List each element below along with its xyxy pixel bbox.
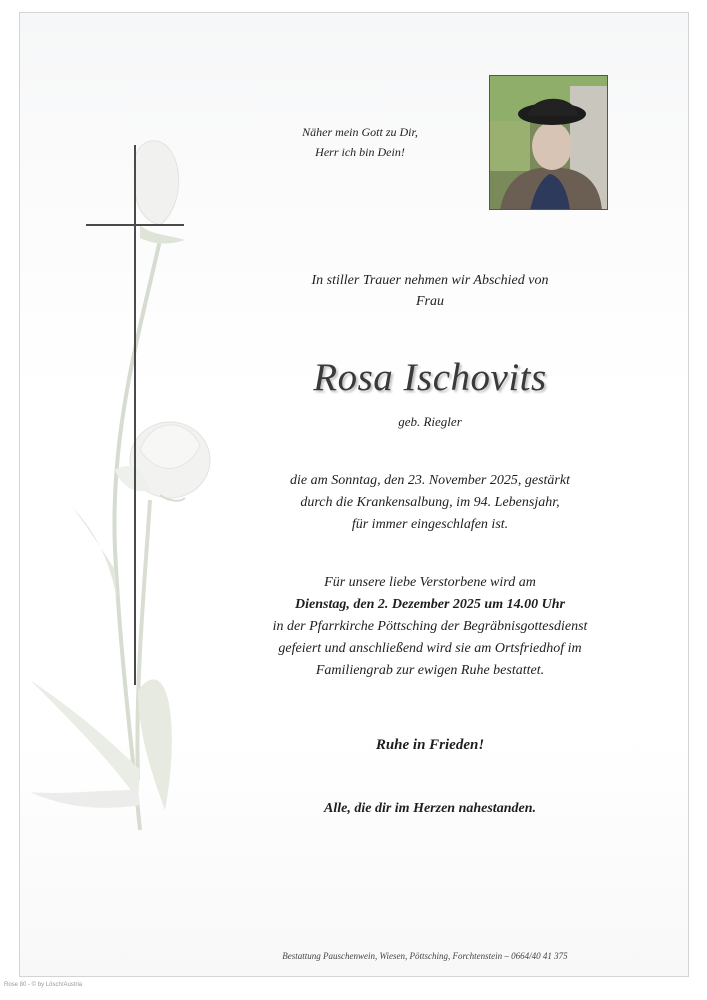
intro-line-1: In stiller Trauer nehmen wir Abschied von	[311, 273, 549, 288]
portrait-photo	[489, 75, 608, 210]
motto-line-2: Herr ich bin Dein!	[315, 145, 405, 159]
death-notice	[220, 470, 640, 536]
intro-line-2: Frau	[416, 294, 444, 309]
cross-horizontal-bar	[86, 224, 184, 226]
funeral-line-1: Für unsere liebe Verstorbene wird am	[324, 575, 536, 590]
cross-vertical-bar	[134, 145, 136, 685]
motto-line-1: Näher mein Gott zu Dir,	[302, 125, 418, 139]
funeral-date-time: Dienstag, den 2. Dezember 2025 um 14.00 Uhr	[295, 597, 565, 612]
birth-name: geb. Riegler	[398, 414, 462, 429]
funeral-line-3: in der Pfarrkirche Pöttsching der Begräbnisgottesdienst	[272, 619, 588, 634]
rest-in-peace: Ruhe in Frieden!	[375, 737, 485, 753]
undertaker-footer: Bestattung Pauschenwein, Wiesen, Pöttsching, Forchtenstein – 0664/40 41 375	[282, 951, 568, 961]
motto	[260, 122, 460, 162]
funeral-details	[220, 572, 640, 682]
funeral-line-5: Familiengrab zur ewigen Ruhe bestattet.	[315, 663, 545, 678]
mourners-line: Alle, die dir im Herzen nahestanden.	[324, 801, 536, 816]
template-watermark: Rose 80 - © by Lösch/Austria	[4, 982, 83, 988]
deceased-name: Rosa Ischovits	[313, 356, 547, 399]
death-line-3: für immer eingeschlafen ist.	[351, 517, 509, 532]
death-line-1: die am Sonntag, den 23. November 2025, gestärkt	[290, 473, 570, 488]
death-line-2: durch die Krankensalbung, im 94. Lebensjahr,	[300, 495, 560, 510]
funeral-line-4: gefeiert und anschließend wird sie am Ortsfriedhof im	[278, 641, 582, 656]
intro-text	[220, 270, 640, 312]
white-roses-illustration	[20, 130, 220, 910]
